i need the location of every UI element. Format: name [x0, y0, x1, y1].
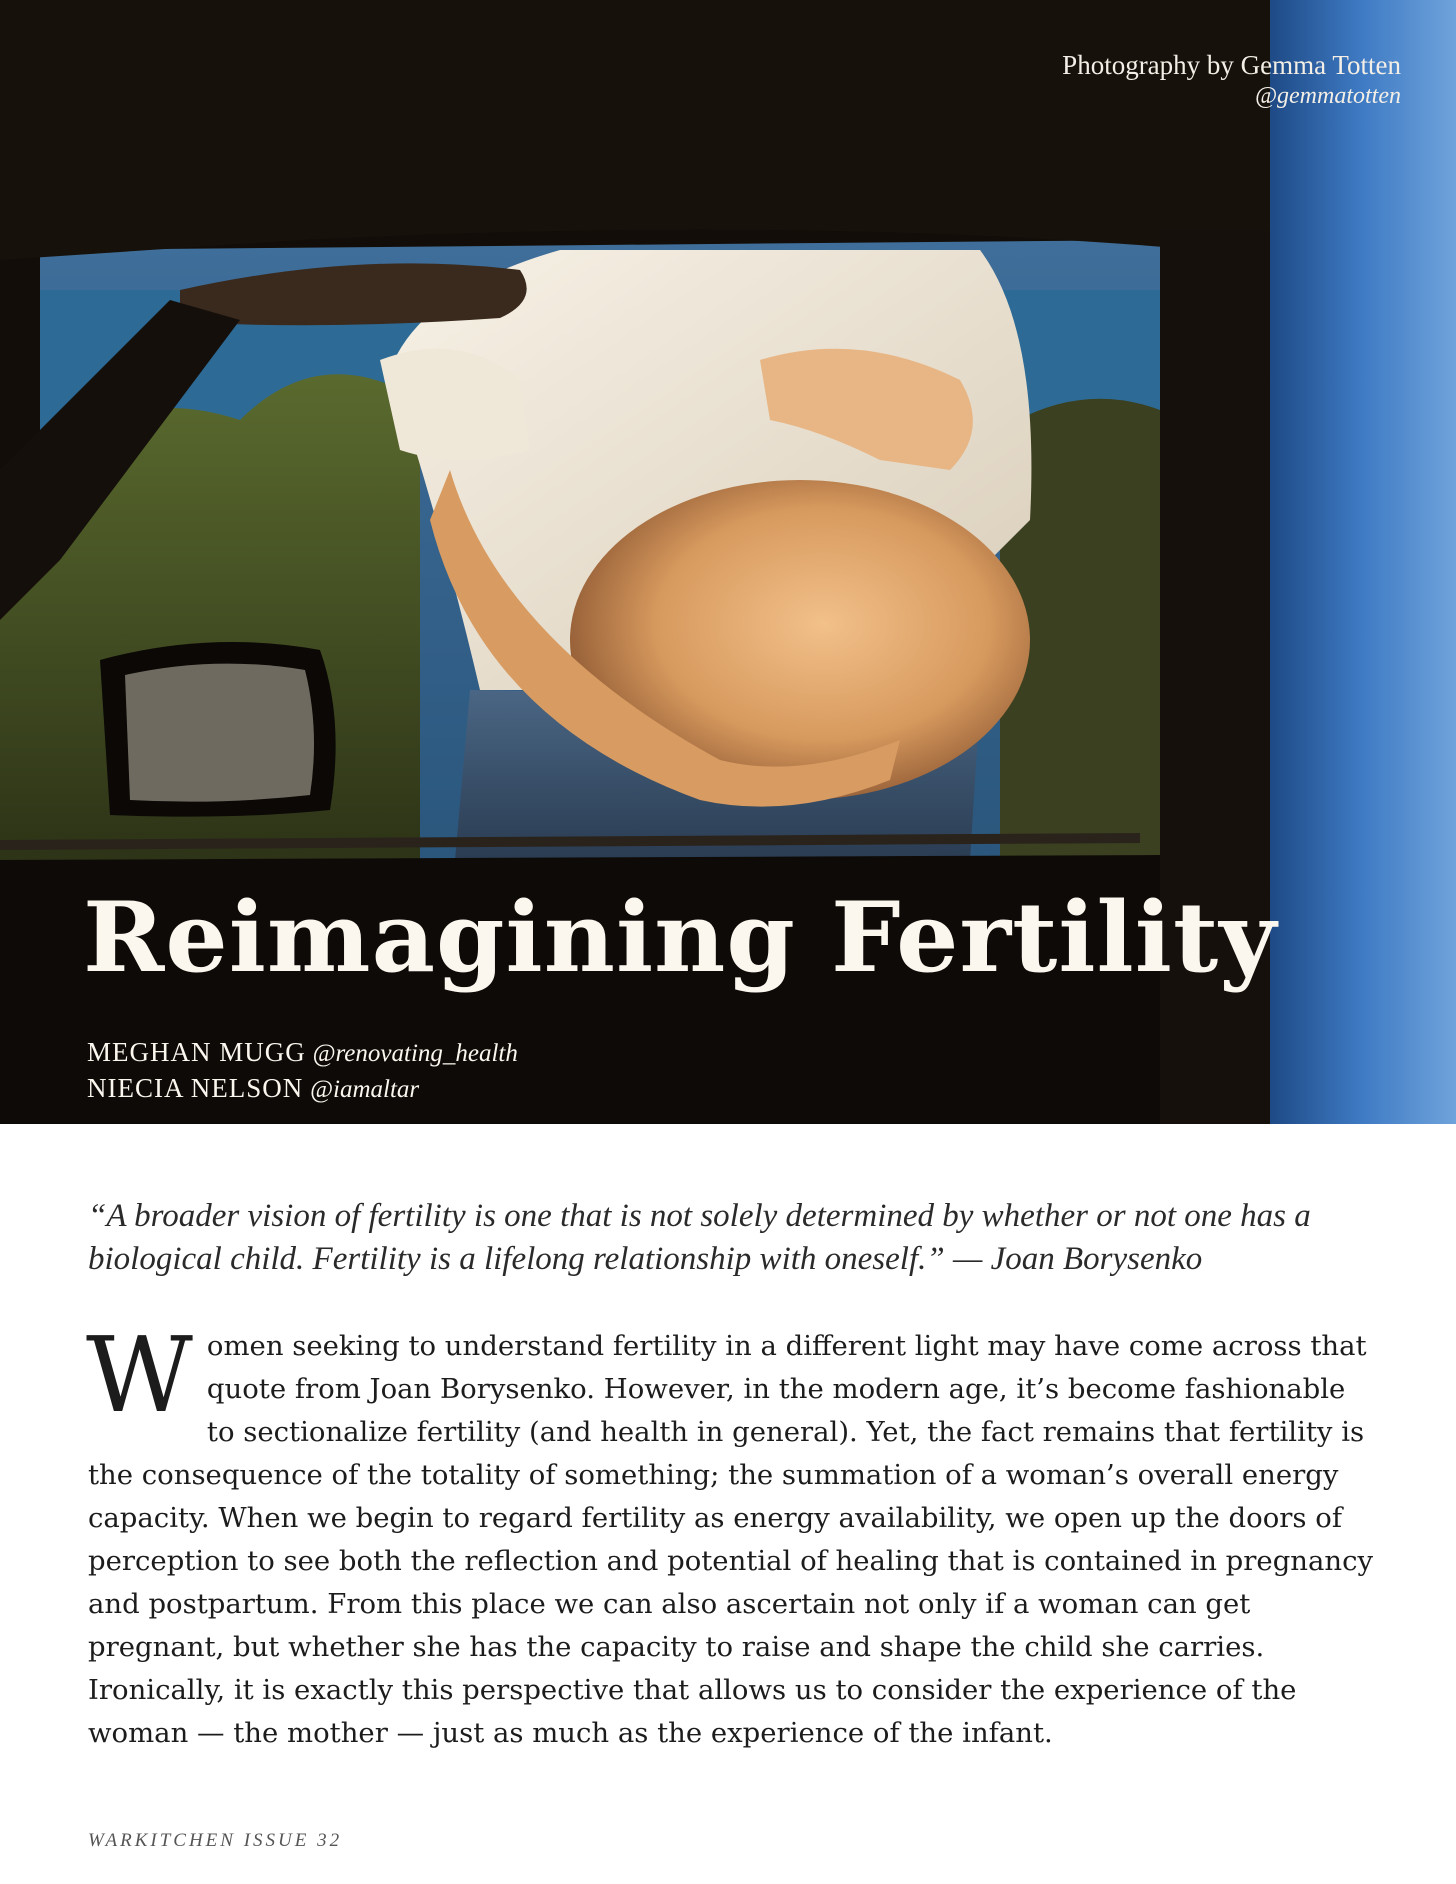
pull-quote	[88, 1195, 1378, 1281]
photo-credit-handle: @gemmatotten	[1254, 83, 1401, 109]
issue-footer: WARKITCHEN ISSUE 32	[88, 1830, 343, 1851]
article-title: Reimagining Fertility	[83, 881, 1278, 994]
author-list	[87, 1035, 518, 1107]
author-item	[87, 1035, 518, 1071]
drop-cap: W	[86, 1314, 193, 1436]
author-item	[87, 1071, 518, 1107]
author-name: NIECIA NELSON	[87, 1073, 304, 1103]
photo-credit-line: Photography by Gemma Totten	[1062, 50, 1401, 80]
pull-quote-attribution: — Joan Borysenko	[944, 1241, 1203, 1277]
author-handle: @renovating_health	[312, 1040, 518, 1067]
photo-credit	[1062, 50, 1401, 110]
author-name: MEGHAN MUGG	[87, 1037, 306, 1067]
article-body	[86, 1314, 1378, 1755]
body-text: omen seeking to understand fertility in a different light may have come across that quote from Joan Borysenko. However, in the modern age, it’s become fashionable to sectionalize fertility (and health in general). Yet, the fact remains that fertility is the consequence of the totality of something; the summation of a woman’s overall energy capacity. When we begin to regard fertility as energy availability, we open up the doors of perception to see both the reflection and potential of healing that is contained in pregnancy and postpartum. From this place we can also ascertain not only if a woman can get pregnant, but whether she has the capacity to raise and shape the child she carries. Ironically, it is exactly this perspective that allows us to consider the experience of the woman — the mother — just as much as the experience of the infant.	[88, 1330, 1374, 1749]
author-handle: @iamaltar	[310, 1076, 420, 1103]
pull-quote-text: “A broader vision of fertility is one that is not solely determined by whether or not one has a biological child. Fertility is a lifelong relationship with oneself.”	[88, 1198, 1311, 1277]
